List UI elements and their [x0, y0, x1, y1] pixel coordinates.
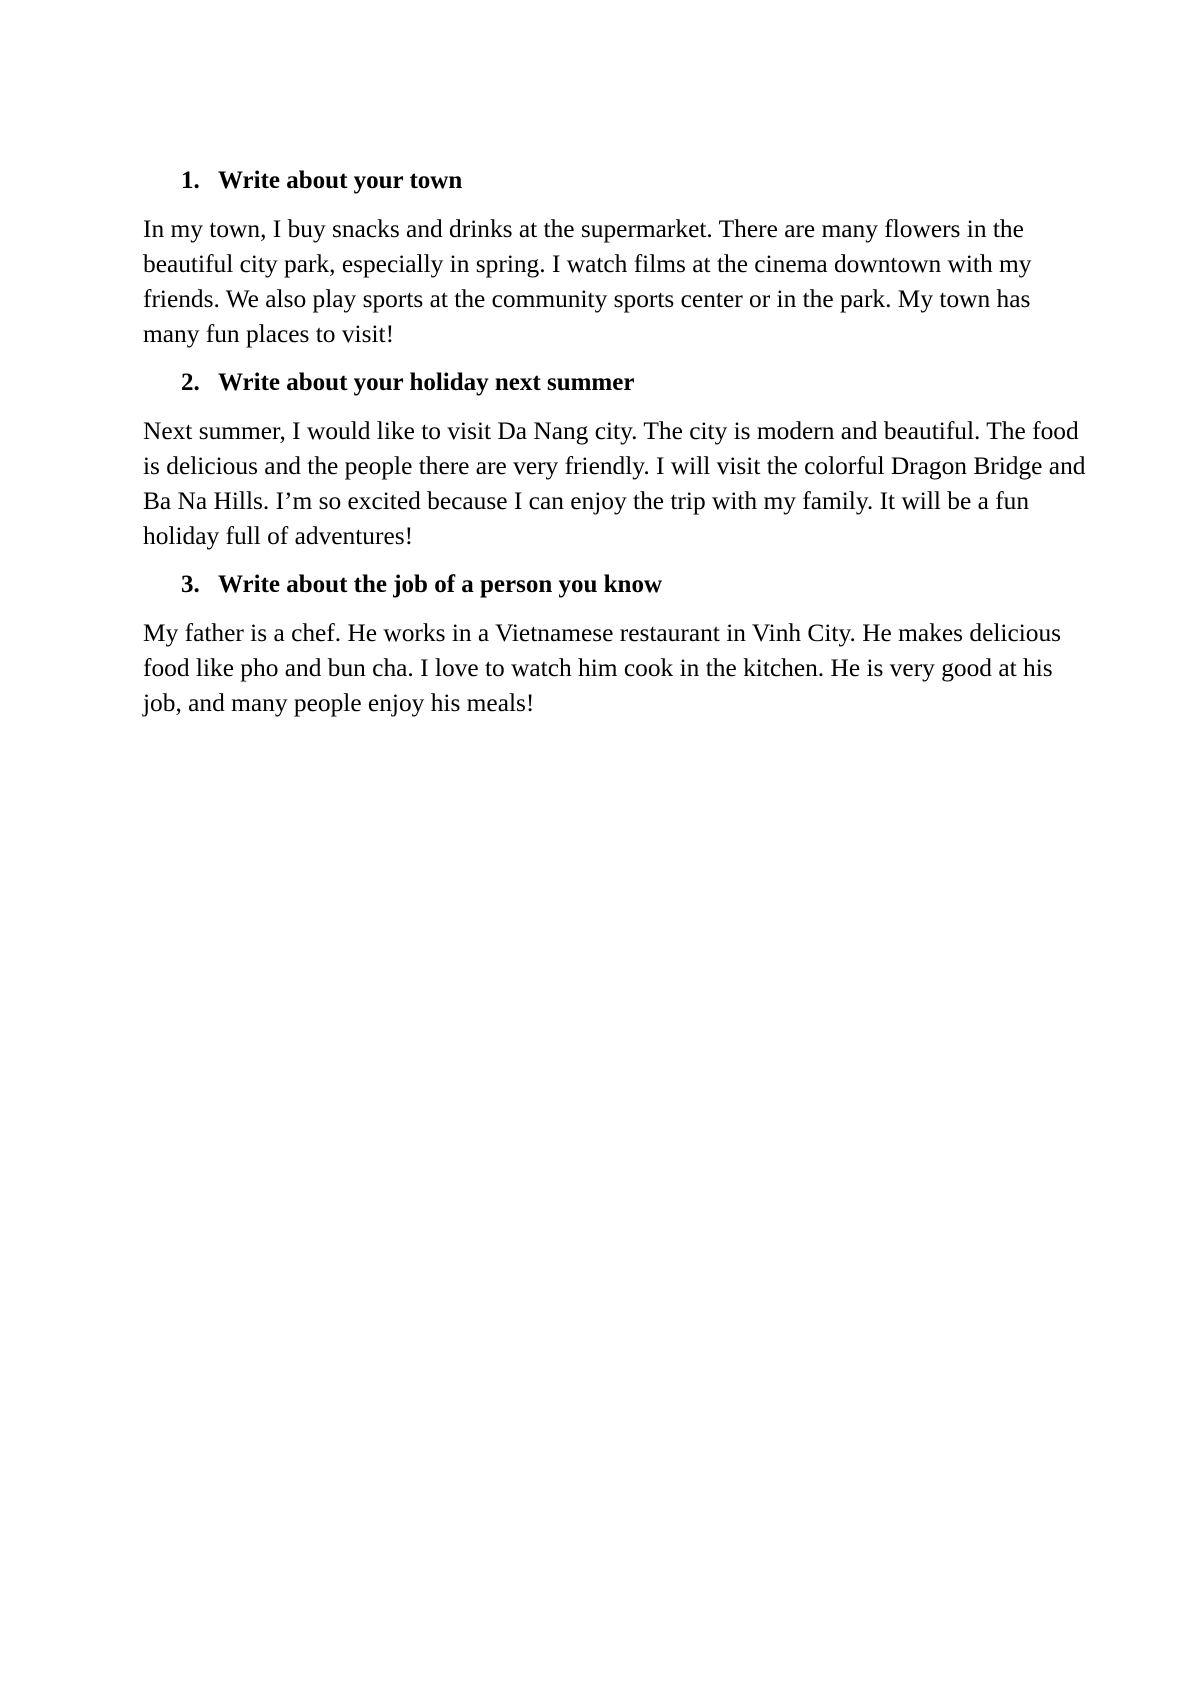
- section-heading: [143, 366, 1088, 400]
- section-body: In my town, I buy snacks and drinks at the supermarket. There are many flowers in the beautiful city park, especially in spring. I watch films at the cinema downtown with my friends. We also play sports at the community sports center or in the park. My town has many fun places to visit!: [143, 215, 1032, 348]
- section-title: Write about the job of a person you know: [218, 571, 663, 598]
- section-title: Write about your holiday next summer: [218, 369, 635, 396]
- section-number: 1.: [181, 167, 200, 194]
- section-number: 2.: [181, 369, 200, 396]
- section-holiday: [143, 366, 1088, 554]
- section-number: 3.: [181, 571, 200, 598]
- section-town: [143, 164, 1088, 352]
- section-title: Write about your town: [218, 167, 463, 194]
- section-job: [143, 568, 1088, 721]
- section-body: My father is a chef. He works in a Vietnamese restaurant in Vinh City. He makes delicious food like pho and bun cha. I love to watch him cook in the kitchen. He is very good at his job, and many people enjoy his meals!: [143, 619, 1062, 717]
- section-heading: [143, 164, 1088, 198]
- section-heading: [143, 568, 1088, 602]
- document-content: [143, 164, 1088, 735]
- section-body: Next summer, I would like to visit Da Nang city. The city is modern and beautiful. The food is delicious and the people there are very friendly. I will visit the colorful Dragon Bridge and Ba Na Hills. I’m so excited because I can enjoy the trip with my family. It will be a fun holiday full of adventures!: [143, 417, 1086, 550]
